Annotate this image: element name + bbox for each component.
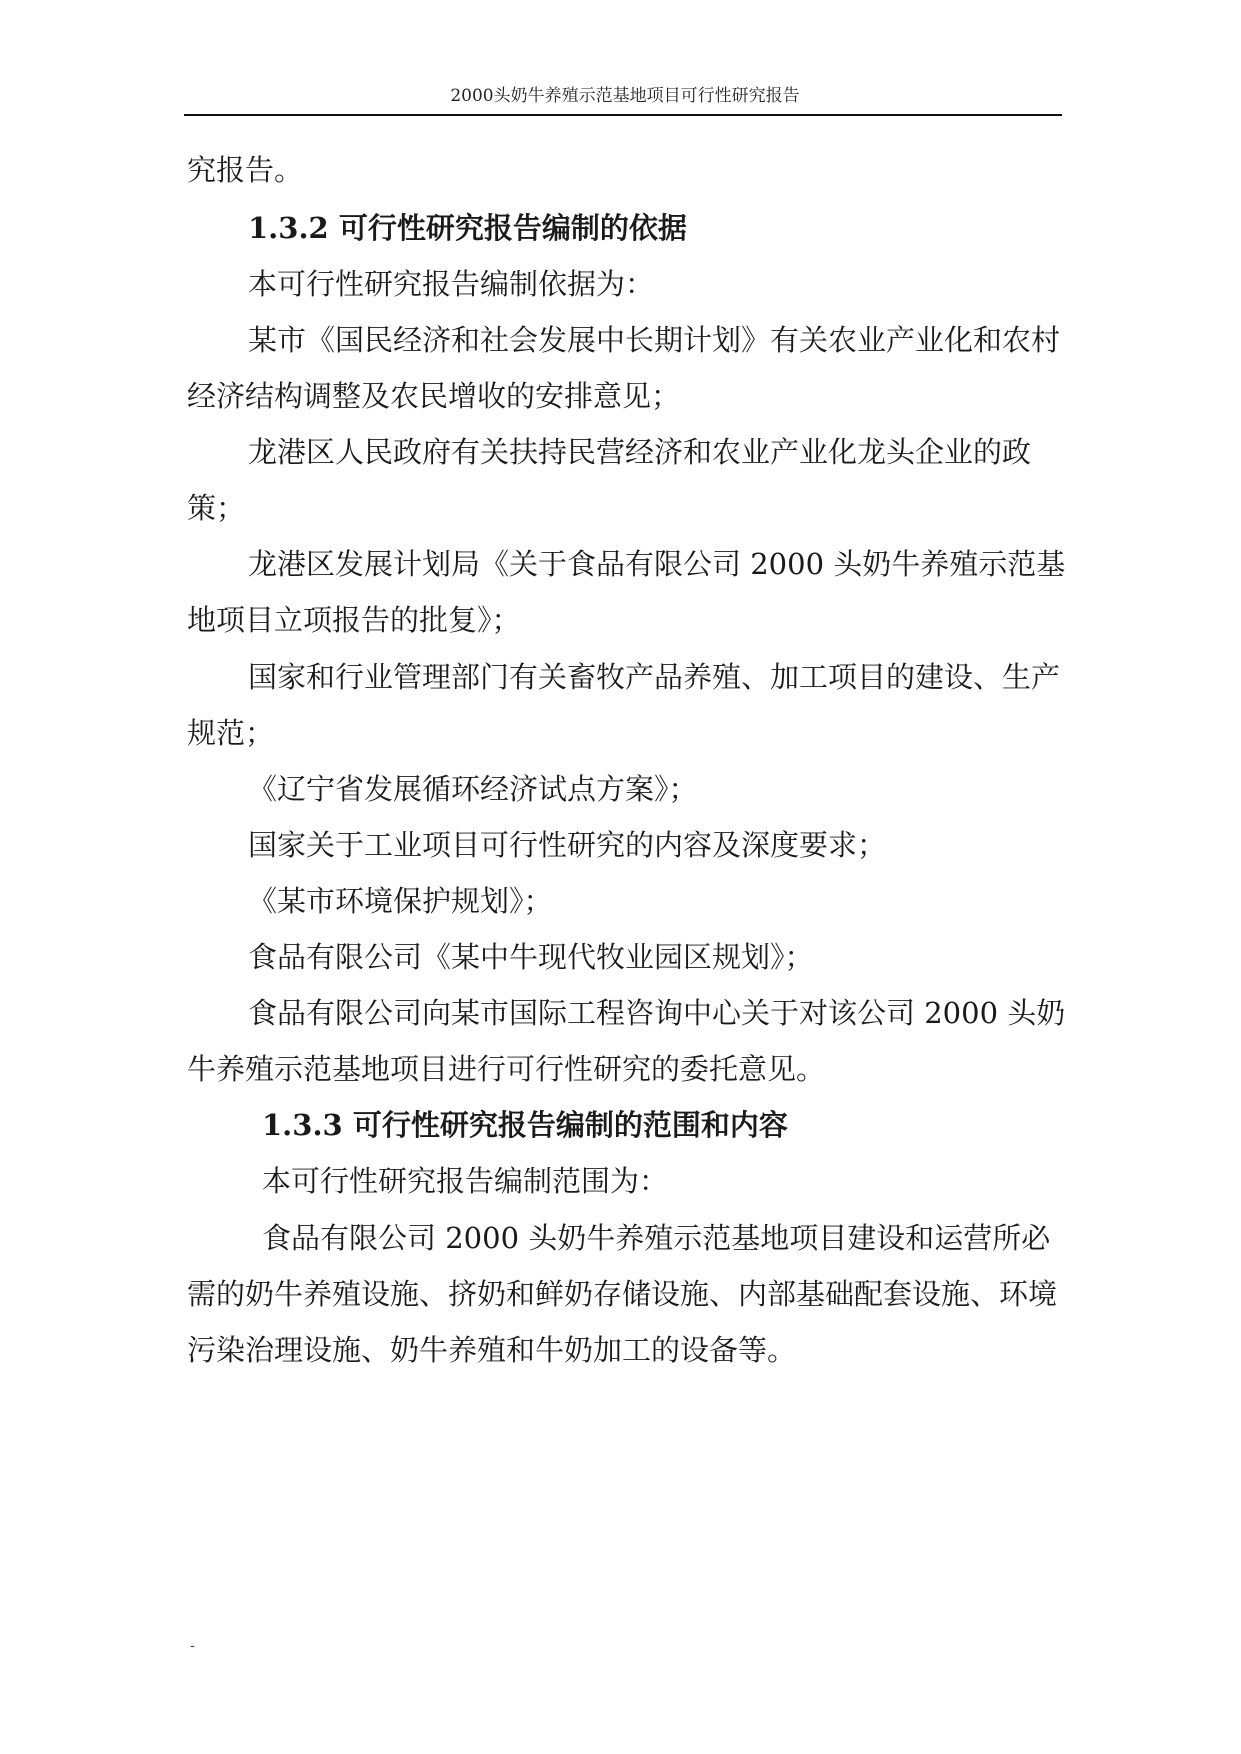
section-heading-1-3-3: 1.3.3 可行性研究报告编制的范围和内容 [262,1108,788,1142]
paragraph-line: 污染治理设施、奶牛养殖和牛奶加工的设备等。 [187,1333,797,1367]
paragraph-line: 《辽宁省发展循环经济试点方案》； [248,772,698,806]
paragraph-line: 国家关于工业项目可行性研究的内容及深度要求； [248,828,887,862]
paragraph-line: 规范； [187,716,275,750]
paragraph-line: 牛养殖示范基地项目进行可行性研究的委托意见。 [187,1052,826,1086]
paragraph-line: 地项目立项报告的批复》； [187,603,521,637]
section-heading-1-3-2: 1.3.2 可行性研究报告编制的依据 [248,211,687,245]
paragraph-line: 食品有限公司向某市国际工程咨询中心关于对该公司 2000 头奶 [248,996,1066,1030]
paragraph-line: 本可行性研究报告编制范围为： [262,1164,669,1198]
paragraph-line: 本可行性研究报告编制依据为： [248,267,655,301]
paragraph-line: 策； [187,491,246,525]
paragraph-line: 经济结构调整及农民增收的安排意见； [187,379,681,413]
paragraph-line: 国家和行业管理部门有关畜牧产品养殖、加工项目的建设、生产 [248,660,1061,694]
paragraph-line: 究报告。 [187,153,304,187]
header-divider [184,114,1062,116]
paragraph-line: 龙港区人民政府有关扶持民营经济和农业产业化龙头企业的政 [248,435,1032,469]
footer-mark: - [190,1638,195,1654]
paragraph-line: 需的奶牛养殖设施、挤奶和鲜奶存储设施、内部基础配套设施、环境 [187,1277,1058,1311]
paragraph-line: 食品有限公司《某中牛现代牧业园区规划》； [248,940,814,974]
paragraph-line: 食品有限公司 2000 头奶牛养殖示范基地项目建设和运营所必 [262,1221,1051,1255]
paragraph-line: 《某市环境保护规划》； [248,884,553,918]
paragraph-line: 龙港区发展计划局《关于食品有限公司 2000 头奶牛养殖示范基 [248,547,1066,581]
paragraph-line: 某市《国民经济和社会发展中长期计划》有关农业产业化和农村 [248,323,1061,357]
page-header-title: 2000头奶牛养殖示范基地项目可行性研究报告 [450,86,800,106]
